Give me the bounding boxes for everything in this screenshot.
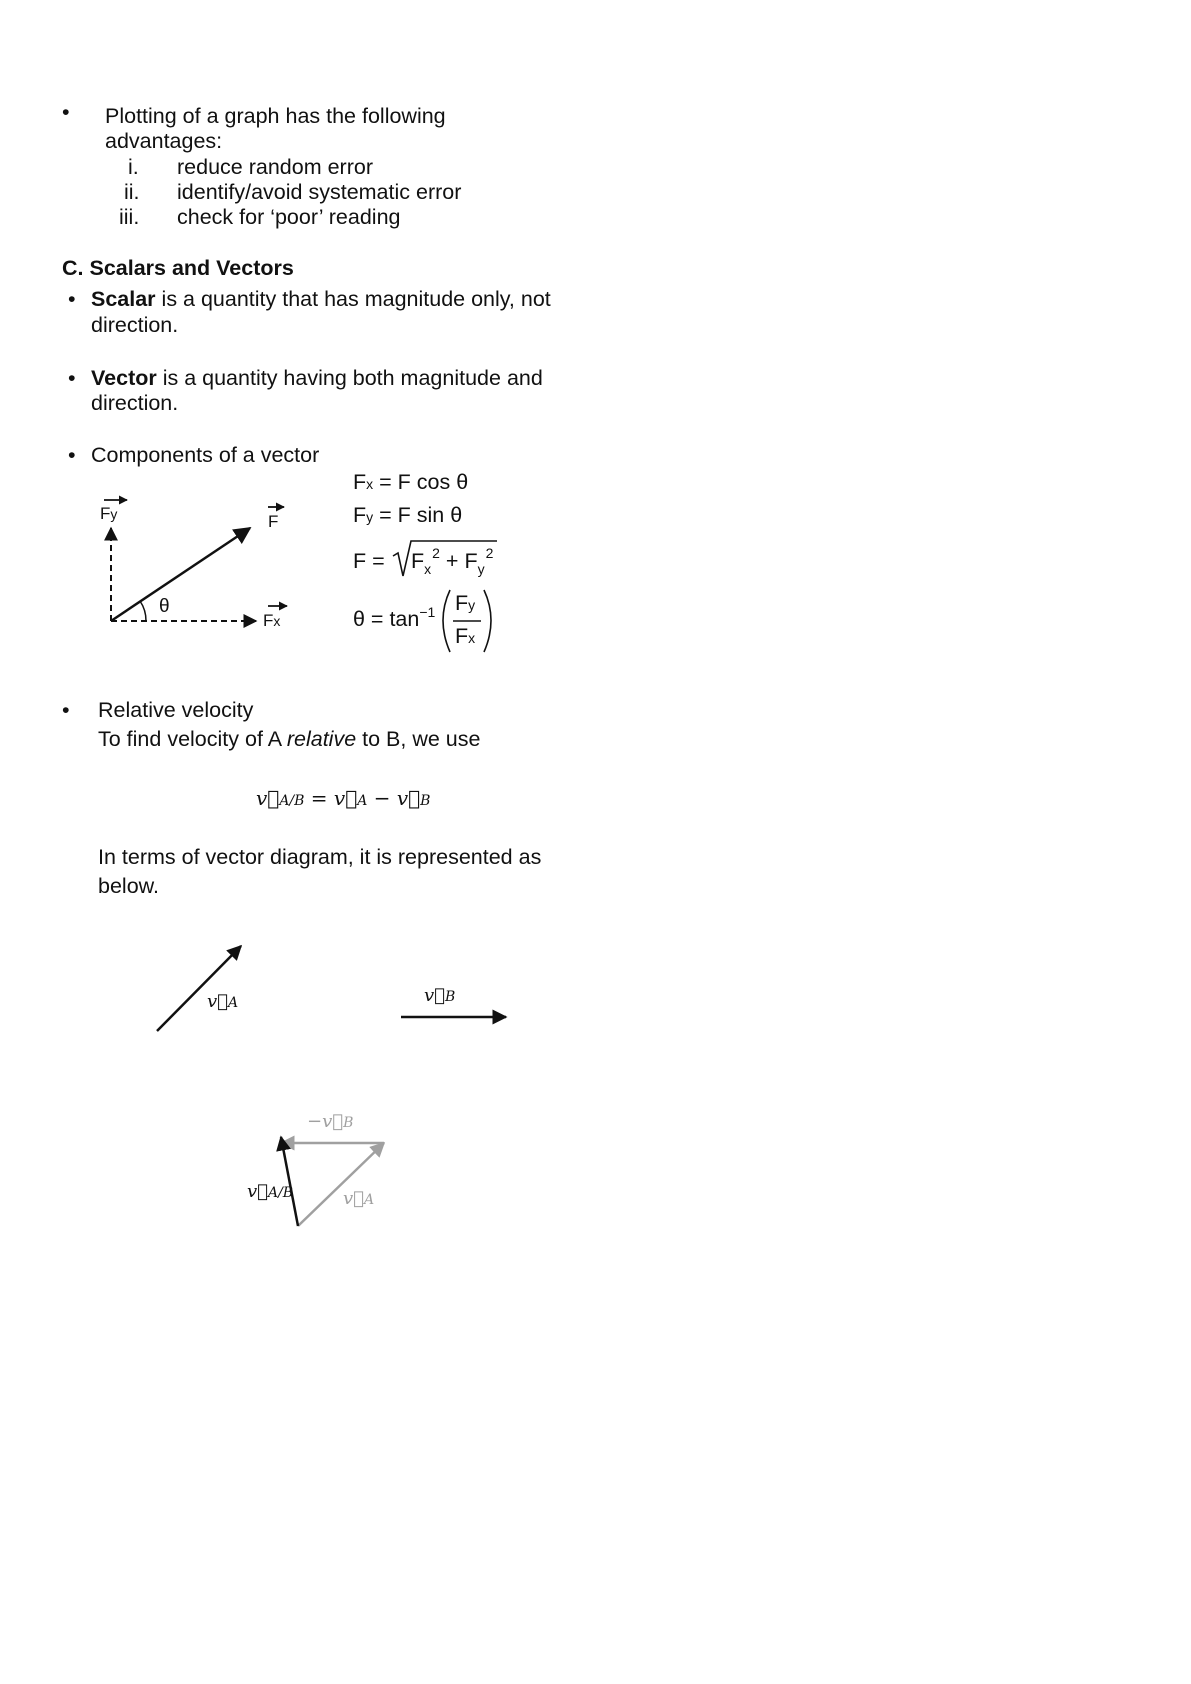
- list-item-number: i.: [128, 155, 139, 179]
- formula-f-radicand: $F_x^2 + F_y^2$: [411, 545, 494, 577]
- diagram-text-line2: below.: [98, 874, 159, 898]
- components-label: Components of a vector: [91, 443, 320, 467]
- graph-intro-line1: Plotting of a graph has the following: [105, 104, 446, 128]
- va-label: v⃗A: [207, 991, 239, 1012]
- neg-vb-label: −v⃗B: [307, 1111, 354, 1132]
- vb-label: v⃗B: [424, 985, 456, 1006]
- bullet: •: [68, 366, 76, 390]
- graph-intro-line2: advantages:: [105, 129, 223, 153]
- fraction-denominator: Fx: [455, 624, 476, 648]
- formula-fx: Fx = F cos θ: [353, 470, 469, 494]
- vector-term: Vector: [91, 366, 157, 390]
- theta-label: θ: [159, 596, 170, 617]
- bullet: •: [62, 100, 70, 124]
- va-arrow: [157, 946, 241, 1031]
- list-item-number: iii.: [119, 205, 140, 229]
- list-item: check for ‘poor’ reading: [177, 205, 401, 229]
- fx-label: Fx: [263, 611, 281, 630]
- bullet: •: [68, 443, 76, 467]
- f-label: F: [268, 512, 279, 531]
- bullet: •: [62, 698, 70, 722]
- diagram-text-line1: In terms of vector diagram, it is represented as: [98, 845, 542, 869]
- relative-velocity-equation: v⃗A/B = v⃗A − v⃗B: [256, 786, 431, 810]
- scalar-cont: direction.: [91, 313, 179, 337]
- relative-velocity-text: To find velocity of A relative to B, we use: [98, 727, 481, 751]
- fy-label: Fy: [100, 504, 118, 523]
- va-grey-label: v⃗A: [343, 1188, 375, 1209]
- vector-text: is a quantity having both magnitude and: [156, 366, 543, 390]
- bullet: •: [68, 287, 76, 311]
- formula-fy: Fy = F sin θ: [353, 503, 463, 527]
- relative-velocity-heading: Relative velocity: [98, 698, 254, 722]
- scalar-text: is a quantity that has magnitude only, not: [155, 287, 551, 311]
- scalar-term: Scalar: [91, 287, 156, 311]
- list-item: reduce random error: [177, 155, 373, 179]
- va-grey-arrow: [298, 1143, 384, 1226]
- list-item: identify/avoid systematic error: [177, 180, 462, 204]
- fraction-numerator: Fy: [455, 591, 476, 615]
- section-heading: C. Scalars and Vectors: [62, 256, 294, 280]
- formula-f-lhs: F =: [353, 549, 385, 573]
- list-item-number: ii.: [124, 180, 140, 204]
- formula-theta-lhs: $\theta = \tan^{-1}$: [353, 604, 436, 631]
- vab-label: v⃗A/B: [247, 1181, 294, 1202]
- vector-cont: direction.: [91, 391, 179, 415]
